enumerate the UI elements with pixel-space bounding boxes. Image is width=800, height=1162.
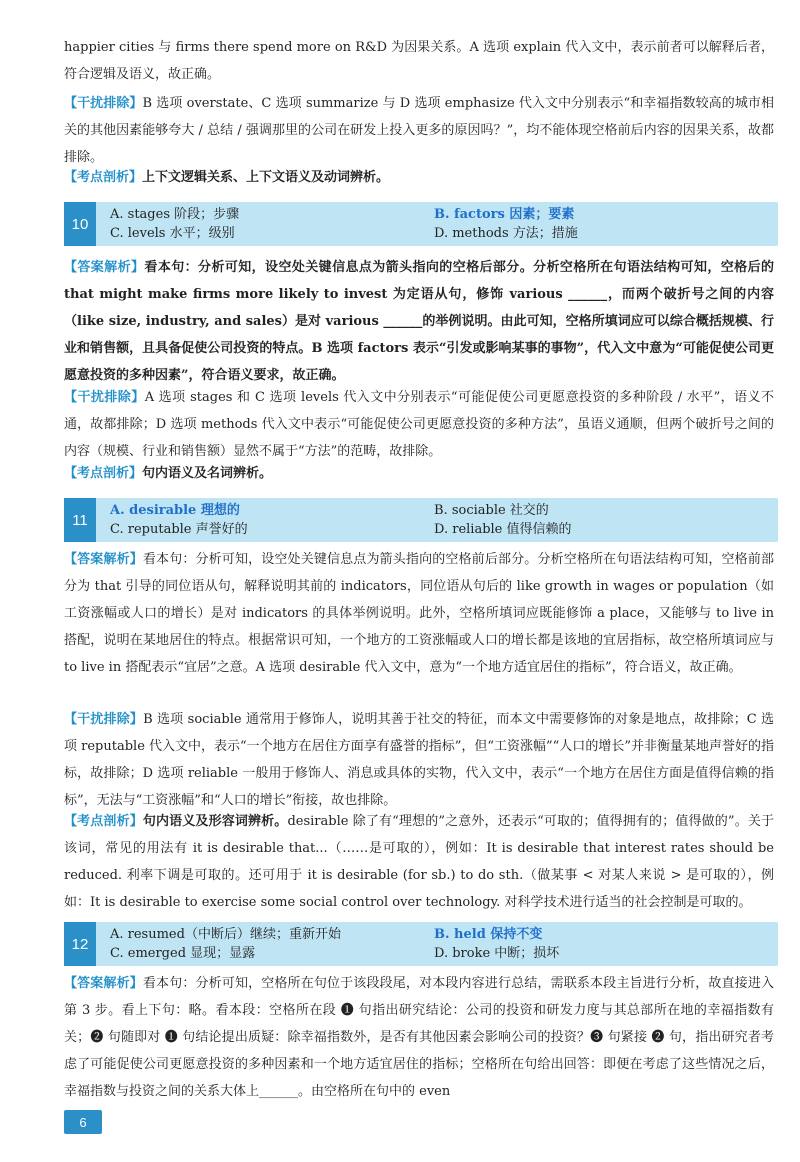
section-tag: 【答案解析】 xyxy=(64,260,145,275)
option-a: A. stages 阶段；步骤 xyxy=(110,207,240,222)
option-b: B. sociable 社交的 xyxy=(434,503,549,518)
paragraph-distractor-10 xyxy=(64,384,774,465)
paragraph-text: B 选项 overstate、C 选项 summarize 与 D 选项 emphasize 代入文中分别表示“和幸福指数较高的城市相关的其他因素能够夸大 / 总结 / 强调那里的公司在研发上投入更多的原因吗？”，均不能体现空格前后内容的因果关系，故都排除。 xyxy=(64,96,774,165)
section-tag: 【考点剖析】 xyxy=(64,170,143,185)
section-tag: 【干扰排除】 xyxy=(64,390,145,405)
question-10-options xyxy=(64,202,778,246)
paragraph-text: B 选项 sociable 通常用于修饰人，说明其善于社交的特征，而本文中需要修饰的对象是地点，故排除；C 选项 reputable 代入文中，表示“一个地方在居住方面享有盛誉的指标”，但“工资涨幅”“人口的增长”并非衡量某地声誉好的指标，故排除；D 选项 reliable 一般用于修饰人、消息或具体的实物，代入文中，表示“一个地方在居住方面是值得信赖的指标”，无法与“工资涨幅”和“人口的增长”衔接，故也排除。 xyxy=(64,712,774,808)
paragraph-text: 看本句：分析可知，设空处关键信息点为箭头指向的空格后部分。分析空格所在句语法结构可知，空格后的 that might make firms more likely to invest 为定语从句，修饰 various ______，而两个破折号之间的内容（like size, industry, and sales）是对 various ______的举例说明。由此可知，空格所填词应可以综合概括规模、行业和销售额，且具备促使公司投资的特点。B 选项 factors 表示“引发或影响某事的事物”，代入文中意为“可能促使公司更愿意投资的多种因素”，符合语义要求，故正确。 xyxy=(64,260,774,383)
question-number: 11 xyxy=(64,498,96,542)
option-d: D. reliable 值得信赖的 xyxy=(434,522,572,537)
section-tag: 【干扰排除】 xyxy=(64,96,143,111)
paragraph-answer-11 xyxy=(64,546,774,681)
option-d: D. broke 中断；损坏 xyxy=(434,946,560,961)
paragraph-keypoint-11 xyxy=(64,808,774,916)
question-number: 12 xyxy=(64,922,96,966)
section-tag: 【考点剖析】 xyxy=(64,814,143,829)
paragraph-distractor-9 xyxy=(64,90,774,171)
paragraph-text: happier cities 与 firms there spend more on R&D 为因果关系。A 选项 explain 代入文中，表示前者可以解释后者，符合逻辑及语义，故正确。 xyxy=(64,40,774,82)
page-number: 6 xyxy=(64,1110,102,1134)
option-a-correct: A. desirable 理想的 xyxy=(110,503,240,518)
paragraph-answer-10 xyxy=(64,254,774,389)
option-d: D. methods 方法；措施 xyxy=(434,226,578,241)
paragraph-text: 句内语义及名词辨析。 xyxy=(142,466,273,481)
option-c: C. emerged 显现；显露 xyxy=(110,946,256,961)
option-b-correct: B. factors 因素；要素 xyxy=(434,207,575,222)
paragraph-keypoint-9 xyxy=(64,164,774,191)
paragraph-keypoint-10 xyxy=(64,460,774,487)
option-c: C. levels 水平；级别 xyxy=(110,226,235,241)
option-a: A. resumed（中断后）继续；重新开始 xyxy=(110,927,341,942)
option-b-correct: B. held 保持不变 xyxy=(434,927,543,942)
question-11-options xyxy=(64,498,778,542)
section-tag: 【答案解析】 xyxy=(64,552,143,567)
paragraph-intro xyxy=(64,34,774,88)
paragraph-answer-12 xyxy=(64,970,774,1105)
paragraph-text: 看本句：分析可知，设空处关键信息点为箭头指向的空格前后部分。分析空格所在句语法结构可知，空格前部分为 that 引导的同位语从句，解释说明其前的 indicators，同位语从句后的 like growth in wages or population（如工资涨幅或人口的增长）是对 indicators 的具体举例说明。此外，空格所填词应既能修饰 a place，又能够与 to live in 搭配，说明在某地居住的特点。根据常识可知，一个地方的工资涨幅或人口的增长都是该地的宜居指标，故空格所填词应与 to live in 搭配表示“宜居”之意。A 选项 desirable 代入文中，意为“一个地方适宜居住的指标”，符合语义，故正确。 xyxy=(64,552,774,675)
paragraph-bold-text: 句内语义及形容词辨析。 xyxy=(142,814,288,829)
paragraph-text: desirable 除了有“理想的”之意外，还表示“可取的；值得拥有的；值得做的”。关于该词，常见的用法有 it is desirable that...（……是可取的），例如：It is desirable that interest rates should be reduced. 利率下调是可取的。还可用于 it is desirable (for sb.) to do sth.（做某事 < 对某人来说 > 是可取的），例如：It is desirable to exercise some social control over technology. 对科学技术进行适当的社会控制是可取的。 xyxy=(64,814,774,910)
paragraph-text: 看本句：分析可知，空格所在句位于该段段尾，对本段内容进行总结，需联系本段主旨进行分析，故直接进入第 3 步。看上下句：略。看本段：空格所在段 ❶ 句指出研究结论：公司的投资和研发力度与其总部所在地的幸福指数有关；❷ 句随即对 ❶ 句结论提出质疑：除幸福指数外，是否有其他因素会影响公司的投资？❸ 句紧接 ❷ 句，指出研究者考虑了可能促使公司更愿意投资的多种因素和一个地方适宜居住的指标；空格所在句给出回答：即便在考虑了这些情况之后，幸福指数与投资之间的关系大体上______。由空格所在句中的 even xyxy=(64,976,774,1099)
paragraph-text: A 选项 stages 和 C 选项 levels 代入文中分别表示“可能促使公司更愿意投资的多种阶段 / 水平”，语义不通，故都排除；D 选项 methods 代入文中表示“可能促使公司更愿意投资的多种方法”，虽语义通顺，但两个破折号之间的内容（规模、行业和销售额）显然不属于“方法”的范畴，故排除。 xyxy=(64,390,774,459)
section-tag: 【干扰排除】 xyxy=(64,712,144,727)
question-number: 10 xyxy=(64,202,96,246)
section-tag: 【答案解析】 xyxy=(64,976,143,991)
question-12-options xyxy=(64,922,778,966)
option-c: C. reputable 声誉好的 xyxy=(110,522,248,537)
paragraph-text: 上下文逻辑关系、上下文语义及动词辨析。 xyxy=(142,170,390,185)
paragraph-distractor-11 xyxy=(64,706,774,814)
section-tag: 【考点剖析】 xyxy=(64,466,143,481)
